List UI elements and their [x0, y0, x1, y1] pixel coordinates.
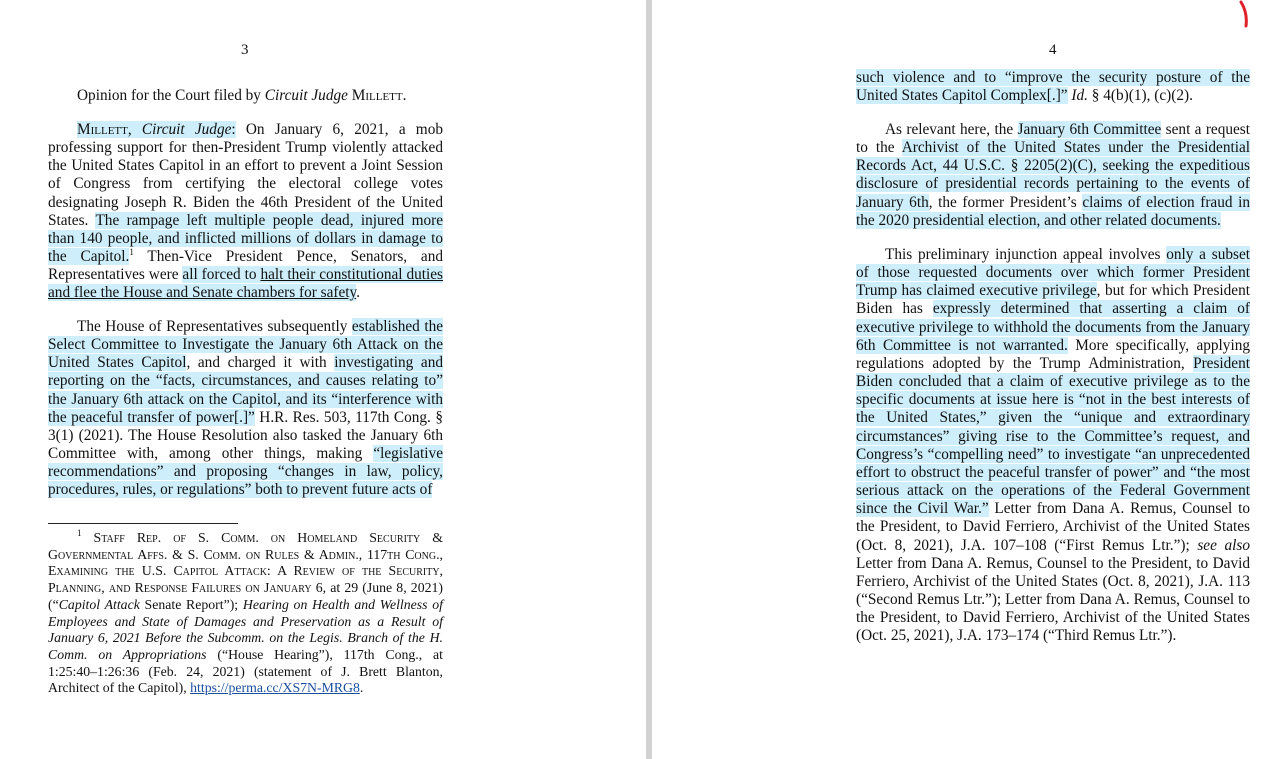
- text-run: Then-Vice President Pence, Senators, and Representatives were: [48, 248, 443, 284]
- footnote-citation: Staff Rep. of S. Comm. on Homeland Security & Governmental Affs. & S. Comm. on Rules & Admin., 117th Cong., Examining the U.S. Capitol Attack: A Review of the Security, Planning, and Response Failures on January 6: [48, 530, 443, 596]
- highlight-run: The rampage left multiple people dead, injured more than 140 people, and inflicted millions of dollars in damage to the Capitol.: [48, 211, 443, 266]
- highlight-run: January 6th Committee: [1017, 121, 1162, 138]
- text-run: , but for which President Biden has: [856, 282, 1250, 318]
- paragraph-1: [856, 121, 1250, 230]
- page-number: 3: [241, 42, 249, 58]
- footnote-rule: [48, 523, 238, 524]
- text-run: .: [359, 680, 364, 696]
- perma-link[interactable]: https://perma.cc/XS7N-MRG8: [190, 680, 360, 696]
- italic-run: Hearing on Health and Wellness of Employees and State of Damages and Preservation as a Result of January 6, 2021 Before the Subcomm. on the Legis. Branch of the H. Comm. on Appropriations: [48, 596, 443, 662]
- highlight-run: investigating and reporting on the “facts, circumstances, and causes relating to” the January 6th attack on the Capitol, and its “interference with the peaceful transfer of power[.]”: [48, 354, 444, 426]
- highlight-run: President Biden concluded that a claim of executive privilege as to the specific documents at issue here is “not in the best interests of the United States,” given the “unique and extraordinary circumstances” giving rise to the Committee’s request, and Congress’s “compelling need” to investigate “an unprecedented effort to obstruct the peaceful transfer of power” and “the most serious attack on the operations of the Federal Government since the Civil War.”: [856, 354, 1250, 518]
- page-number: 4: [1049, 42, 1057, 58]
- italic-run: Id.: [1071, 87, 1088, 105]
- text-run: The House of Representatives subsequently: [77, 318, 352, 335]
- text-run: Senate Report”);: [139, 596, 243, 612]
- text-run: (“House Hearing”), 117th Cong., at 1:25:40–1:26:36 (Feb. 24, 2021) (statement of J. Brett Blanton, Architect of the Capitol),: [48, 646, 443, 696]
- paragraph-1: [48, 121, 443, 303]
- italic-run: see also: [1197, 536, 1250, 554]
- text-run: , the former President’s: [928, 193, 1083, 211]
- paragraph-2: [856, 246, 1250, 645]
- text-run: Letter from Dana A. Remus, Counsel to the President, to David Ferriero, Archivist of the United States (Oct. 8, 2021), J.A. 107–108 (“First Remus Ltr.”);: [856, 500, 1250, 554]
- author-colon: :: [231, 121, 236, 138]
- italic-run: Capitol Attack: [58, 596, 140, 612]
- red-annotation-mark: [1238, 0, 1250, 28]
- footnote-1: [48, 530, 443, 697]
- footnote-ref[interactable]: 1: [129, 247, 134, 258]
- text-run: .: [356, 284, 361, 302]
- author-name: Millett,: [77, 121, 142, 138]
- highlight-run: “legislative recommendations” and proposing “changes in law, policy, procedures, rules, or regulations” both to prevent future acts of: [48, 445, 443, 499]
- text-run: , at 29 (June 8, 2021) (“: [48, 580, 443, 612]
- document-page-4: [652, 0, 1280, 759]
- text-run: H.R. Res. 503, 117th Cong. § 3(1) (2021). The House Resolution also tasked the January 6th Committee with, among other things, making: [48, 408, 443, 463]
- text-run: Letter from Dana A. Remus, Counsel to the President, to David Ferriero, Archivist of the United States (Oct. 8, 2021), J.A. 113 (“Second Remus Ltr.”); Letter from Dana A. Remus, Counsel to the President, to David Ferriero, Archivist of the United States (Oct. 25, 2021), J.A. 173–174 (“Third Remus Ltr.”).: [856, 554, 1250, 645]
- paragraph-0: [856, 69, 1250, 105]
- highlight-run: Archivist of the United States under the Presidential Records Act, 44 U.S.C. § 2205(2)(C), seeking the expeditious disclosure of presidential records pertaining to the events of January 6th: [856, 139, 1251, 211]
- highlight-run: established the Select Committee to Investigate the January 6th Attack on the United States Capitol: [48, 318, 444, 372]
- highlight-run: expressly determined that asserting a claim of executive privilege to withhold the documents from the January 6th Committee is not warranted.: [856, 300, 1250, 354]
- text-run: More specifically, applying regulations adopted by the Trump Administration,: [856, 336, 1250, 372]
- text-run: On January 6, 2021, a mob professing support for then-President Trump violently attacked the United States Capitol in an effort to prevent a Joint Session of Congress from certifying the electoral college votes designating Joseph R. Biden the 46th President of the United States.: [48, 121, 444, 229]
- heading-judge-title: Circuit Judge: [264, 87, 348, 104]
- highlight-run: all forced to: [182, 266, 261, 284]
- author-title: Circuit Judge: [141, 121, 232, 138]
- heading-judge-name: Millett.: [347, 87, 407, 104]
- highlight-run: claims of election fraud in the 2020 presidential election, and other related documents.: [856, 193, 1250, 229]
- opinion-heading: [48, 87, 443, 105]
- footnote-number: 1: [77, 528, 82, 538]
- heading-prefix: Opinion for the Court filed by: [77, 87, 265, 104]
- text-run: As relevant here, the: [885, 121, 1018, 138]
- highlight-run: only a subset of those requested documents over which former President Trump has claimed executive privilege: [856, 246, 1250, 300]
- text-run: This preliminary injunction appeal involves: [885, 246, 1167, 263]
- paragraph-2: [48, 318, 443, 500]
- highlight-run: such violence and to “improve the security posture of the United States Capitol Complex[.]”: [856, 69, 1250, 105]
- text-run: , and charged it with: [186, 354, 335, 372]
- highlight-underline-run: halt their constitutional duties and flee the House and Senate chambers for safety: [48, 266, 444, 302]
- text-run: § 4(b)(1), (c)(2).: [1087, 87, 1193, 105]
- text-run: sent a request to the: [856, 121, 1250, 157]
